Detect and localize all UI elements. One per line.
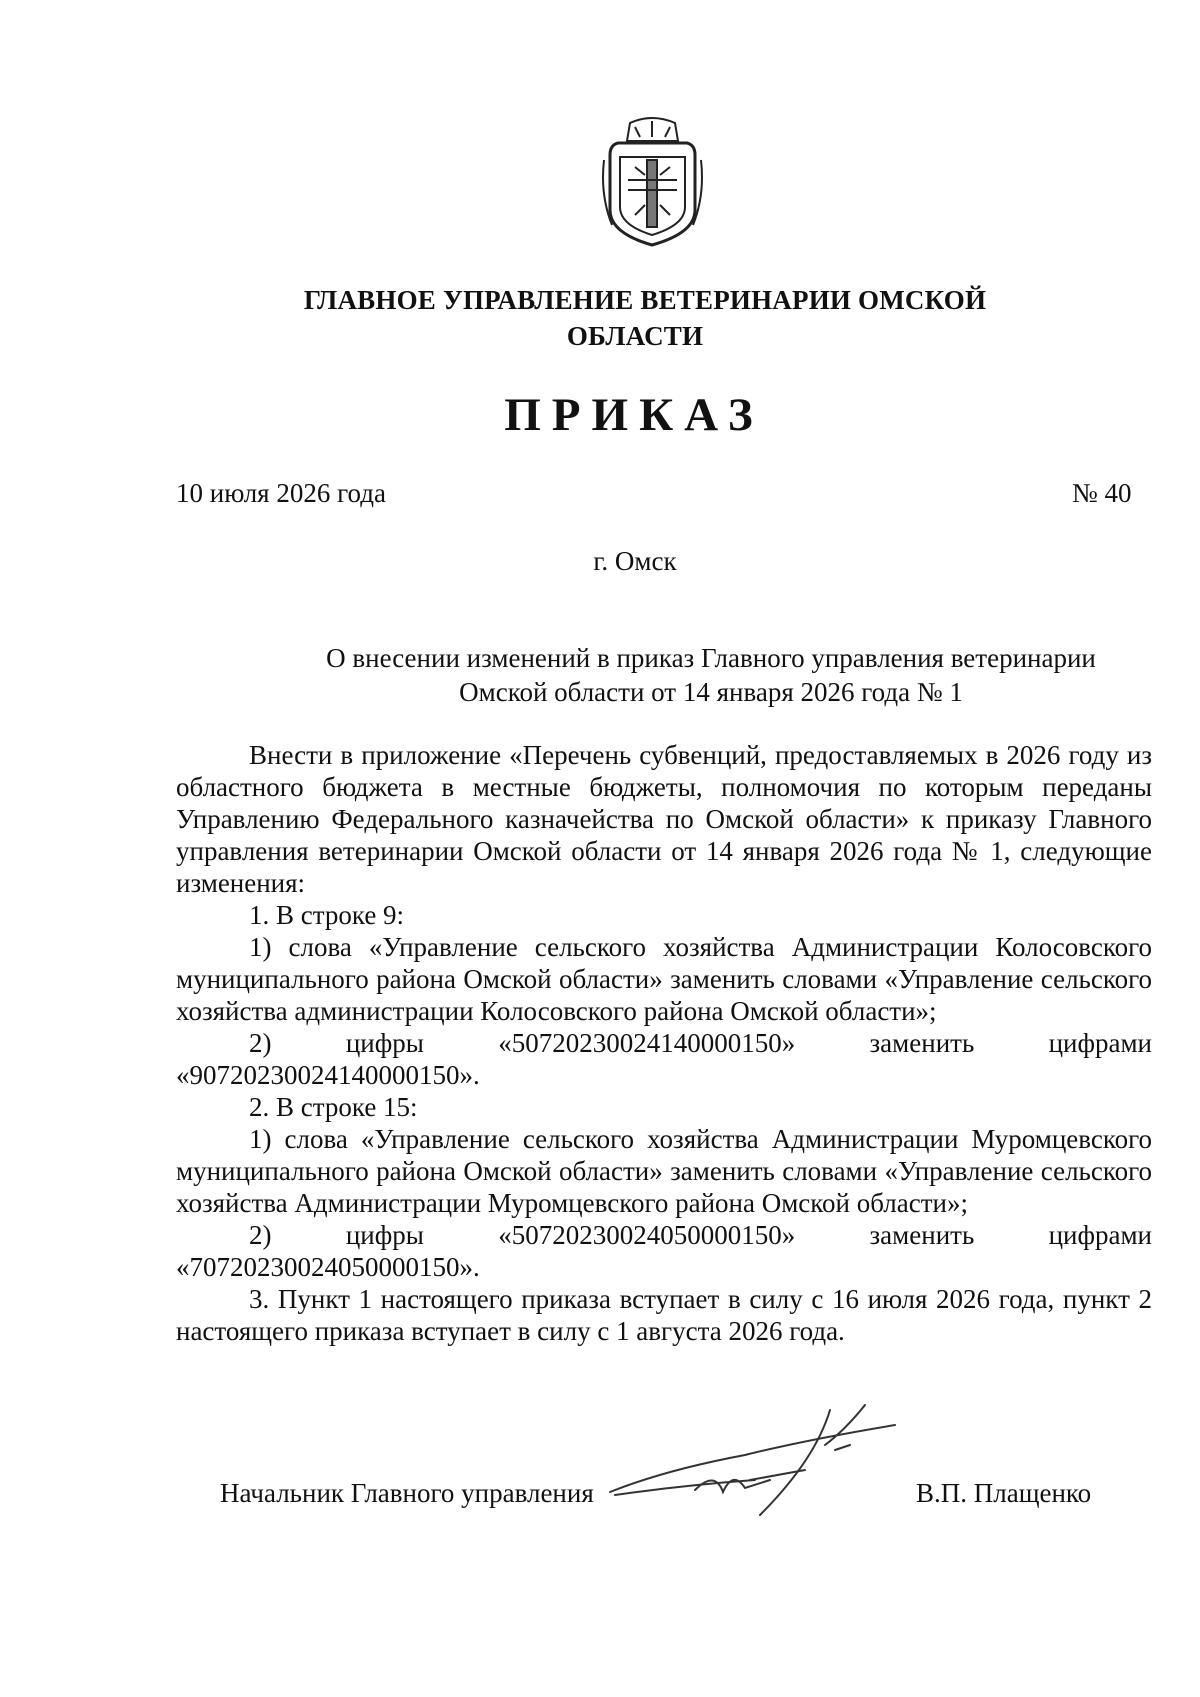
signatory-title: Начальник Главного управления [220, 1478, 594, 1508]
subject-line2: Омской области от 14 января 2026 года № 1 [459, 677, 963, 707]
organization-name-line1: ГЛАВНОЕ УПРАВЛЕНИЕ ВЕТЕРИНАРИИ ОМСКОЙ [303, 285, 987, 315]
item1-subitem1: 1) слова «Управление сельского хозяйства Администрации Колосовского муниципального района Омской области» заменить словами «Управление сельского хозяйства администрации Колосовского района Омской области»; [176, 932, 1152, 1026]
item1-subitem2: 2) цифры «50720230024140000150» заменить цифрами «90720230024140000150». [176, 1028, 1152, 1090]
organization-name [0, 282, 1200, 354]
document-body [176, 739, 1152, 1347]
item3-text: 3. Пункт 1 настоящего приказа вступает в силу с 16 июля 2026 года, пункт 2 настоящего приказа вступает в силу с 1 августа 2026 года. [176, 1284, 1152, 1346]
item2-title: 2. В строке 15: [249, 1092, 418, 1122]
document-subject [176, 641, 1176, 709]
document-city: г. Омск [593, 546, 677, 576]
document-number: № 40 [1072, 478, 1132, 508]
signatory-name: В.П. Плащенко [916, 1478, 1092, 1508]
document-date: 10 июля 2026 года [176, 478, 386, 508]
subject-line1: О внесении изменений в приказ Главного управления ветеринарии [326, 643, 1096, 673]
item2-subitem2: 2) цифры «50720230024050000150» заменить цифрами «70720230024050000150». [176, 1220, 1152, 1282]
handwritten-signature-icon [605, 1400, 905, 1520]
item1-title: 1. В строке 9: [249, 900, 405, 930]
body-intro: Внести в приложение «Перечень субвенций, предоставляемых в 2026 году из областного бюджета в местные бюджеты, полномочия по которым переданы Управлению Федерального казначейства по Омской области» к приказу Главного управления ветеринарии Омской области от 14 января 2026 года № 1, следующие изменения: [176, 740, 1152, 898]
omsk-oblast-coat-of-arms-icon [600, 115, 705, 250]
document-type-title: ПРИКАЗ [504, 389, 764, 441]
item2-subitem1: 1) слова «Управление сельского хозяйства Администрации Муромцевского муниципального района Омской области» заменить словами «Управление сельского хозяйства Администрации Муромцевского района Омской области»; [176, 1124, 1152, 1218]
organization-name-line2: ОБЛАСТИ [566, 321, 704, 351]
